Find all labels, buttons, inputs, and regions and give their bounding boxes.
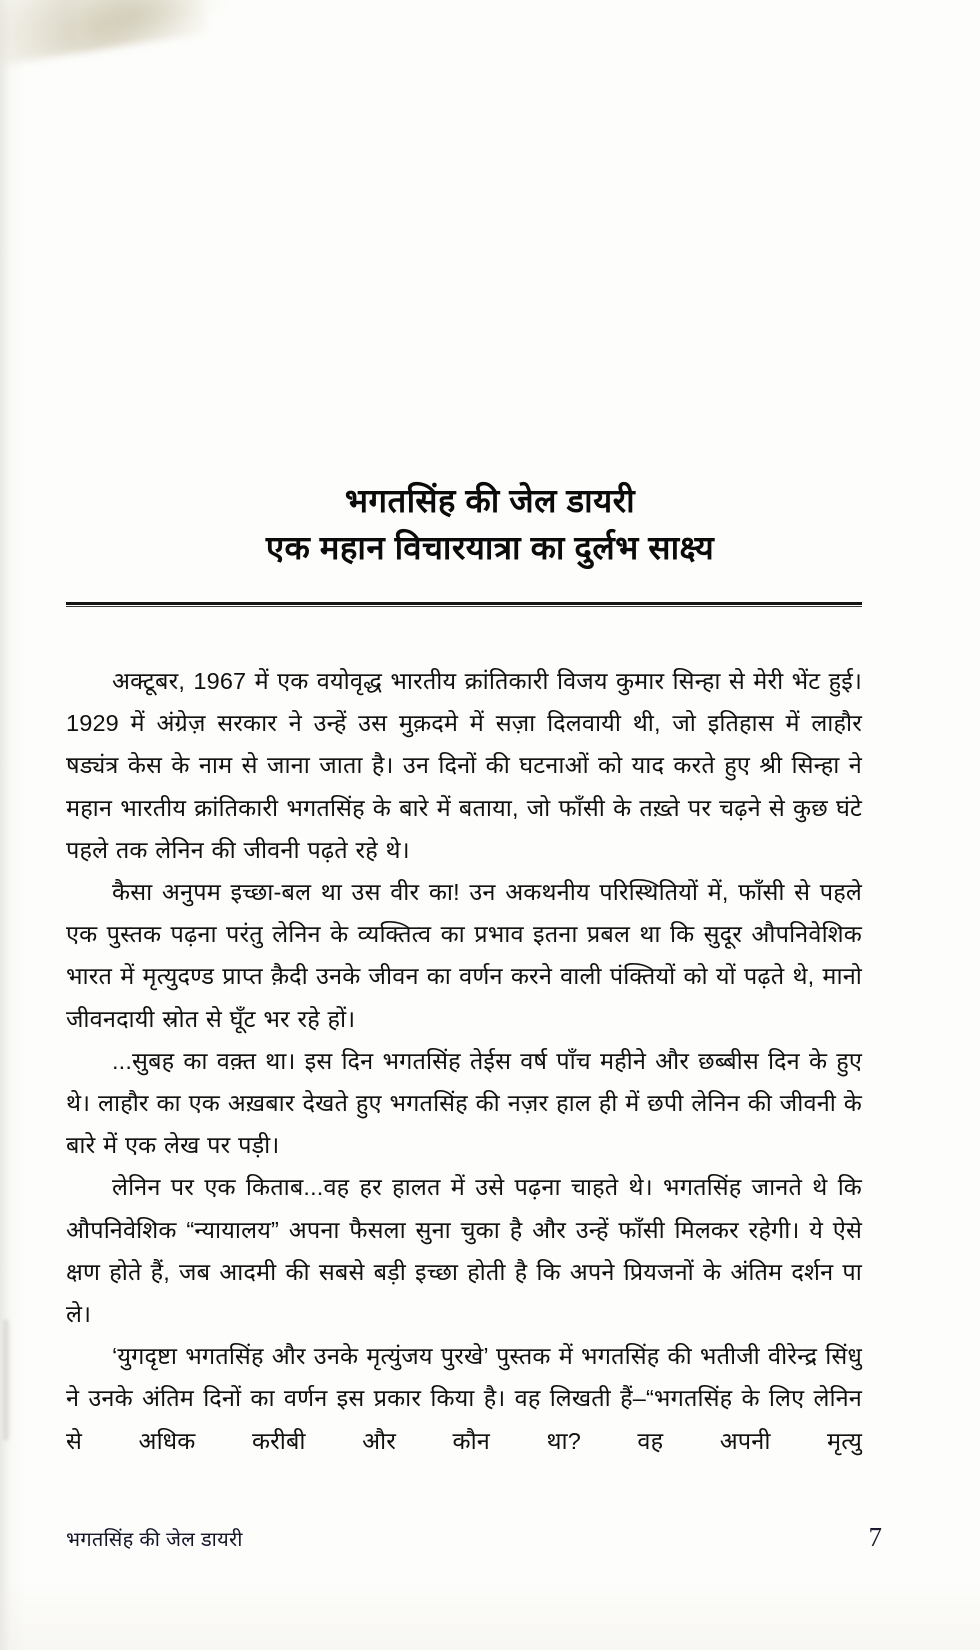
scan-left-edge-shadow — [0, 0, 26, 1650]
footer-page-number: 7 — [868, 1522, 882, 1552]
body-paragraph: ‘युगदृष्टा भगतसिंह और उनके मृत्युंजय पुरखे’ पुस्तक में भगतसिंह की भतीजी वीरेन्द्र सिंधु ने उनके अंतिम दिनों का वर्णन इस प्रकार किया है। वह लिखती हैं–“भगतसिंह के लिए लेनिन से अधिक करीबी और कौन था? वह अपनी मृत्यु — [66, 1343, 862, 1454]
scan-left-edge-nick — [4, 1320, 11, 1440]
page-title-line-1: भगतसिंह की जेल डायरी — [344, 482, 636, 519]
page-title — [0, 478, 980, 572]
scan-corner-smudge-icon — [0, 0, 207, 70]
body-text — [66, 660, 862, 1504]
footer-running-head: भगतसिंह की जेल डायरी — [66, 1529, 243, 1551]
page-title-line-2: एक महान विचारयात्रा का दुर्लभ साक्ष्य — [265, 529, 715, 566]
body-paragraph: अक्टूबर, 1967 में एक वयोवृद्ध भारतीय क्रांतिकारी विजय कुमार सिन्हा से मेरी भेंट हुई। 1929 में अंग्रेज़ सरकार ने उन्हें उस मुक़दमे में सज़ा दिलवायी थी, जो इतिहास में लाहौर षड्यंत्र केस के नाम से जाना जाता है। उन दिनों की घटनाओं को याद करते हुए श्री सिन्हा ने महान भारतीय क्रांतिकारी भगतसिंह के बारे में बताया, जो फाँसी के तख़्ते पर चढ़ने से कुछ घंटे पहले तक लेनिन की जीवनी पढ़ते रहे थे। — [66, 668, 862, 863]
scan-corner-smudge-secondary-icon — [65, 0, 225, 47]
body-paragraph: ...सुबह का वक़्त था। इस दिन भगतसिंह तेईस वर्ष पाँच महीने और छब्बीस दिन के हुए थे। लाहौर का एक अख़बार देखते हुए भगतसिंह की नज़र हाल ही में छपी लेनिन की जीवनी के बारे में एक लेख पर पड़ी। — [66, 1047, 862, 1159]
title-divider-rule — [66, 602, 862, 607]
page-footer — [66, 1522, 882, 1553]
body-paragraph: कैसा अनुपम इच्छा-बल था उस वीर का! उन अकथनीय परिस्थितियों में, फाँसी से पहले एक पुस्तक पढ़ना परंतु लेनिन के व्यक्तित्व का प्रभाव इतना प्रबल था कि सुदूर औपनिवेशिक भारत में मृत्युदण्ड प्राप्त क़ैदी उनके जीवन का वर्णन करने वाली पंक्तियों को यों पढ़ते थे, मानो जीवनदायी स्रोत से घूँट भर रहे हों। — [66, 879, 862, 1032]
scan-bottom-tint — [0, 1580, 980, 1650]
body-paragraph: लेनिन पर एक किताब...वह हर हालत में उसे पढ़ना चाहते थे। भगतसिंह जानते थे कि औपनिवेशिक “न्यायालय” अपना फैसला सुना चुका है और उन्हें फाँसी मिलकर रहेगी। ये ऐसे क्षण होते हैं, जब आदमी की सबसे बड़ी इच्छा होती है कि अपने प्रियजनों के अंतिम दर्शन पा ले। — [66, 1174, 862, 1328]
